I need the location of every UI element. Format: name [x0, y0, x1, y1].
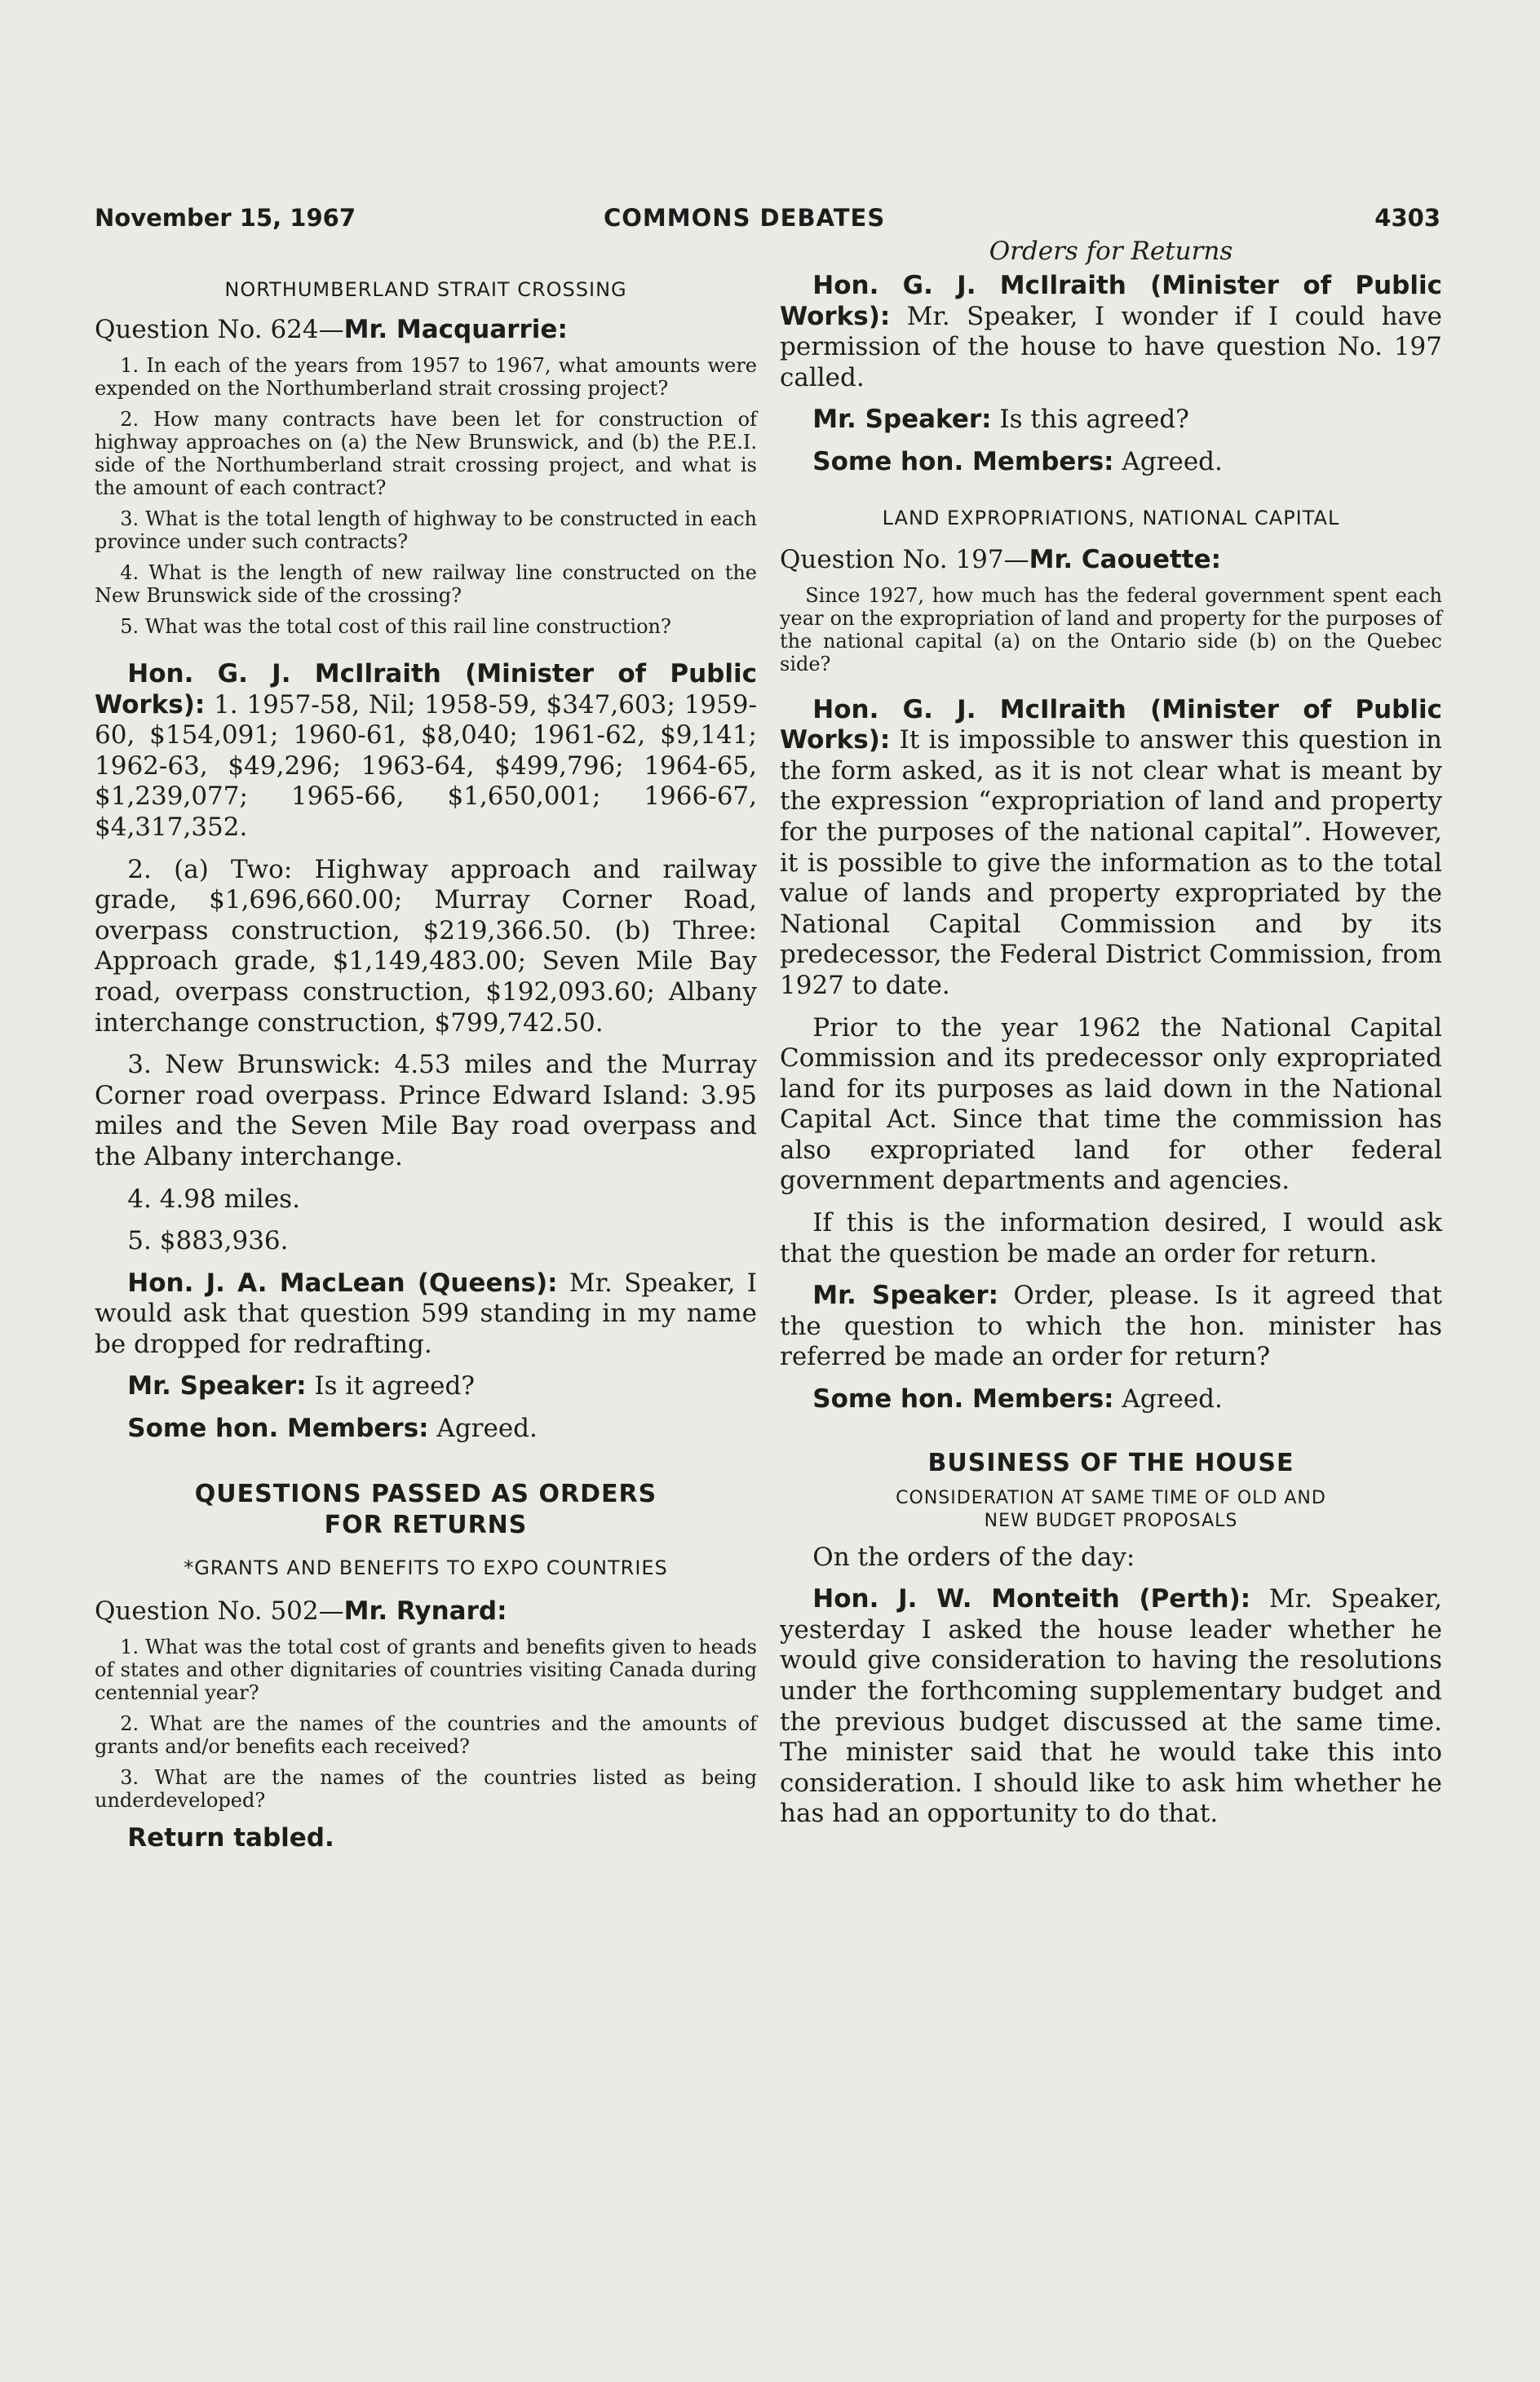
speaker-name: Hon. J. A. MacLean (Queens): — [127, 1268, 558, 1298]
question-624-item: 4. What is the length of new railway line constructed on the New Brunswick side of the crossing? — [95, 561, 757, 607]
running-head: Orders for Returns — [989, 237, 1233, 266]
orders-of-the-day: On the orders of the day: — [812, 1542, 1135, 1572]
speech-paragraph — [780, 1281, 1442, 1373]
speech-text: Mr. Speaker, I wonder if I could have permission of the house to have question No. 197 called. — [780, 301, 1442, 392]
page-header — [95, 204, 1440, 240]
speech-paragraph — [780, 271, 1442, 393]
speech-paragraph — [95, 1414, 757, 1445]
question-624-item: 2. How many contracts have been let for construction of highway approaches on (a) the New Brunswick, and (b) the P.E.I. side of the Northumberland strait crossing project, and what is the amount of each contract? — [95, 408, 757, 499]
speech-paragraph: If this is the information desired, I would ask that the question be made an order for return. — [780, 1208, 1442, 1268]
speech-paragraph: Prior to the year 1962 the National Capital Commission and its predecessor only expropriated land for its purposes as laid down in the National Capital Act. Since that time the commission has also expropriated land for other federal government departments and agencies. — [780, 1012, 1442, 1196]
answer-paragraph — [95, 659, 757, 843]
question-624-item: 1. In each of the years from 1957 to 1967, what amounts were expended on the Northumberland strait crossing project? — [95, 354, 757, 400]
answer-paragraph: 3. New Brunswick: 4.53 miles and the Murray Corner road overpass. Prince Edward Island: 3.95 miles and the Seven Mile Bay road overpass and the Albany interchange. — [95, 1050, 757, 1171]
speech-text: Agreed. — [1113, 1384, 1223, 1415]
speech-paragraph — [780, 447, 1442, 478]
speech-text: Agreed. — [1113, 446, 1223, 476]
heading-land-expropriations: LAND EXPROPRIATIONS, NATIONAL CAPITAL — [882, 506, 1340, 529]
section-heading-business-of-the-house: BUSINESS OF THE HOUSE — [927, 1448, 1294, 1477]
speech-paragraph — [95, 1371, 757, 1402]
header-title: COMMONS DEBATES — [604, 204, 886, 232]
speaker-name: Mr. Speaker: — [812, 405, 992, 435]
answer-paragraph: 2. (a) Two: Highway approach and railway grade, $1,696,660.00; Murray Corner Road, overpass construction, $219,366.50. (b) Three: Approach grade, $1,149,483.00; Seven Mile Bay road, overpass construction, $192,093.60; Albany interchange construction, $799,742.50. — [95, 854, 757, 1038]
speech-text: Mr. Speaker, I would ask that question 599 standing in my name be dropped for redrafting. — [95, 1268, 757, 1359]
speaker-name: Hon. G. J. McIlraith (Minister of Public Works): — [95, 659, 757, 719]
speech-paragraph — [780, 1384, 1442, 1415]
subheading-budget-proposals: CONSIDERATION AT SAME TIME OF OLD AND NEW BUDGET PROPOSALS — [896, 1487, 1326, 1531]
heading-northumberland: NORTHUMBERLAND STRAIT CROSSING — [224, 278, 627, 301]
speech-text: Is it agreed? — [306, 1371, 475, 1401]
return-tabled: Return tabled. — [127, 1822, 334, 1853]
section-heading-orders-for-returns: QUESTIONS PASSED AS ORDERS FOR RETURNS — [194, 1479, 657, 1539]
question-197-heading — [780, 543, 1442, 576]
speech-paragraph — [780, 405, 1442, 436]
speech-paragraph — [780, 1584, 1442, 1830]
speaker-name: Some hon. Members: — [812, 1384, 1114, 1415]
speaker-name: Some hon. Members: — [812, 446, 1114, 476]
question-label: Question No. 502— — [95, 1596, 344, 1626]
speech-text: It is impossible to answer this question in the form asked, as it is not clear what is meant by the expression “expropriation of land and property for the purposes of the national capital”. However, it is possible to give the information as to the total value of lands and property expropriated by the National Capital Commission and by its predecessor, the Federal District Commission, from 1927 to date. — [780, 725, 1442, 1000]
speech-text: Is this agreed? — [991, 405, 1189, 435]
heading-expo-grants: *GRANTS AND BENEFITS TO EXPO COUNTRIES — [184, 1556, 668, 1579]
speech-text: Order, please. Is it agreed that the question to which the hon. minister has referred be made an order for return? — [780, 1281, 1442, 1372]
question-624-item: 5. What was the total cost of this rail line construction? — [120, 615, 671, 638]
question-624-heading — [95, 313, 757, 346]
question-label: Question No. 624— — [95, 315, 344, 344]
speaker-name: Mr. Speaker: — [127, 1371, 307, 1401]
question-197-text: Since 1927, how much has the federal government spent each year on the expropriation of land and property for the purposes of the national capital (a) on the Ontario side (b) on the Quebec side? — [780, 583, 1442, 675]
header-date: November 15, 1967 — [95, 204, 356, 232]
question-asker: Mr. Caouette: — [1029, 544, 1222, 574]
question-asker: Mr. Macquarrie: — [343, 315, 568, 344]
speech-text: Mr. Speaker, yesterday I asked the house leader whether he would give consideration to having the resolutions under the forthcoming supplementary budget and the previous budget discussed at the same time. The minister said that he would take this into consideration. I should like to ask him whether he has had an opportunity to do that. — [780, 1584, 1442, 1829]
speaker-name: Mr. Speaker: — [812, 1281, 999, 1311]
speech-text: 1. 1957-58, Nil; 1958-59, $347,603; 1959-60, $154,091; 1960-61, $8,040; 1961-62, $9,141; 1962-63, $49,296; 1963-64, $499,796; 1964-65, $1,239,077; 1965-66, $1,650,001; 1966-67, $4,317,352. — [95, 689, 757, 842]
answer-paragraph: 4. 4.98 miles. — [127, 1184, 300, 1214]
question-624-item: 3. What is the total length of highway to be constructed in each province under such contracts? — [95, 507, 757, 553]
left-column — [95, 237, 757, 1865]
speaker-name: Hon. G. J. McIlraith (Minister of Public Works): — [780, 271, 1442, 331]
speech-paragraph — [95, 1268, 757, 1361]
answer-paragraph: 5. $883,936. — [127, 1226, 289, 1256]
speaker-name: Hon. J. W. Monteith (Perth): — [812, 1584, 1251, 1614]
question-asker: Mr. Rynard: — [343, 1596, 507, 1626]
speaker-name: Hon. G. J. McIlraith (Minister of Public Works): — [780, 694, 1442, 755]
question-502-item: 1. What was the total cost of grants and benefits given to heads of states and other dignitaries of countries visiting Canada during centennial year? — [95, 1635, 757, 1704]
question-label: Question No. 197— — [780, 544, 1029, 574]
question-502-item: 2. What are the names of the countries and the amounts of grants and/or benefits each received? — [95, 1711, 757, 1758]
right-column — [780, 237, 1442, 1841]
question-502-item: 3. What are the names of the countries listed as being underdeveloped? — [95, 1765, 757, 1812]
header-page-number: 4303 — [1374, 204, 1440, 232]
speaker-name: Some hon. Members: — [127, 1414, 429, 1444]
speech-paragraph — [780, 695, 1442, 1002]
question-502-heading — [95, 1595, 757, 1627]
speech-text: Agreed. — [428, 1414, 538, 1444]
